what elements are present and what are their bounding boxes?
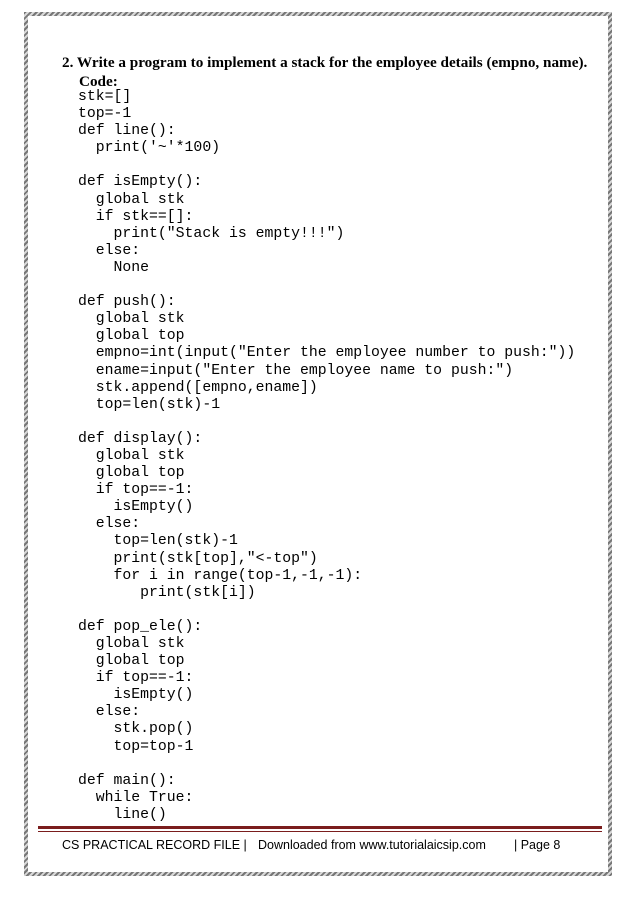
code-line: line() bbox=[78, 806, 167, 823]
code-line: stk=[] bbox=[78, 89, 132, 105]
code-line: top=len(stk)-1 bbox=[78, 396, 221, 413]
code-line: global stk bbox=[78, 636, 185, 652]
code-line: isEmpty() bbox=[78, 499, 194, 516]
code-line: isEmpty() bbox=[78, 687, 194, 704]
code-line: global top bbox=[78, 653, 185, 670]
code-line: print(stk[i]) bbox=[78, 584, 256, 601]
code-line: def push(): bbox=[78, 294, 176, 311]
code-line: empno=int(input("Enter the employee number to push:")) bbox=[78, 345, 576, 362]
footer-source: Downloaded from www.tutorialaicsip.com bbox=[258, 838, 486, 852]
page-footer bbox=[62, 836, 582, 854]
code-line: print('~'*100) bbox=[78, 140, 221, 157]
footer-title: CS PRACTICAL RECORD FILE | bbox=[62, 838, 247, 852]
code-line: def display(): bbox=[78, 430, 203, 447]
code-line: global stk bbox=[78, 447, 185, 464]
code-line bbox=[78, 602, 575, 619]
footer-divider bbox=[38, 826, 602, 829]
code-line: for i in range(top-1,-1,-1): bbox=[78, 567, 363, 584]
code-line bbox=[78, 756, 575, 773]
code-line: else: bbox=[78, 704, 141, 721]
code-line: global top bbox=[78, 328, 185, 345]
code-line: stk.append([empno,ename]) bbox=[78, 379, 318, 396]
code-line: while True: bbox=[78, 789, 194, 806]
code-line: None bbox=[78, 259, 150, 276]
code-line: else: bbox=[78, 516, 141, 533]
footer-page-number: | Page 8 bbox=[514, 838, 561, 852]
code-line: def pop_ele(): bbox=[78, 618, 203, 635]
code-line: def isEmpty(): bbox=[78, 174, 203, 191]
code-line: def main(): bbox=[78, 772, 176, 789]
code-line: global stk bbox=[78, 311, 185, 328]
code-line: if stk==[]: bbox=[78, 208, 194, 225]
code-line: print(stk[top],"<-top") bbox=[78, 550, 318, 567]
code-line: global top bbox=[78, 465, 185, 482]
code-line: if top==-1: bbox=[78, 670, 194, 687]
code-line: top=top-1 bbox=[78, 738, 194, 755]
code-line bbox=[78, 157, 575, 174]
footer-divider-thin bbox=[38, 831, 602, 832]
code-line: top=-1 bbox=[78, 106, 132, 123]
code-line bbox=[78, 414, 575, 431]
code-line bbox=[78, 277, 575, 294]
question-heading: 2. Write a program to implement a stack for the employee details (empno, name). bbox=[62, 54, 588, 71]
code-label: Code: bbox=[79, 73, 118, 90]
code-line: def line(): bbox=[78, 123, 176, 140]
code-line: top=len(stk)-1 bbox=[78, 533, 238, 550]
code-line: stk.pop() bbox=[78, 721, 194, 738]
code-line: print("Stack is empty!!!") bbox=[78, 225, 345, 242]
code-line: ename=input("Enter the employee name to push:") bbox=[78, 362, 514, 379]
code-line: else: bbox=[78, 242, 141, 259]
code-line: if top==-1: bbox=[78, 482, 194, 499]
code-line: global stk bbox=[78, 191, 185, 208]
code-block bbox=[78, 89, 575, 824]
